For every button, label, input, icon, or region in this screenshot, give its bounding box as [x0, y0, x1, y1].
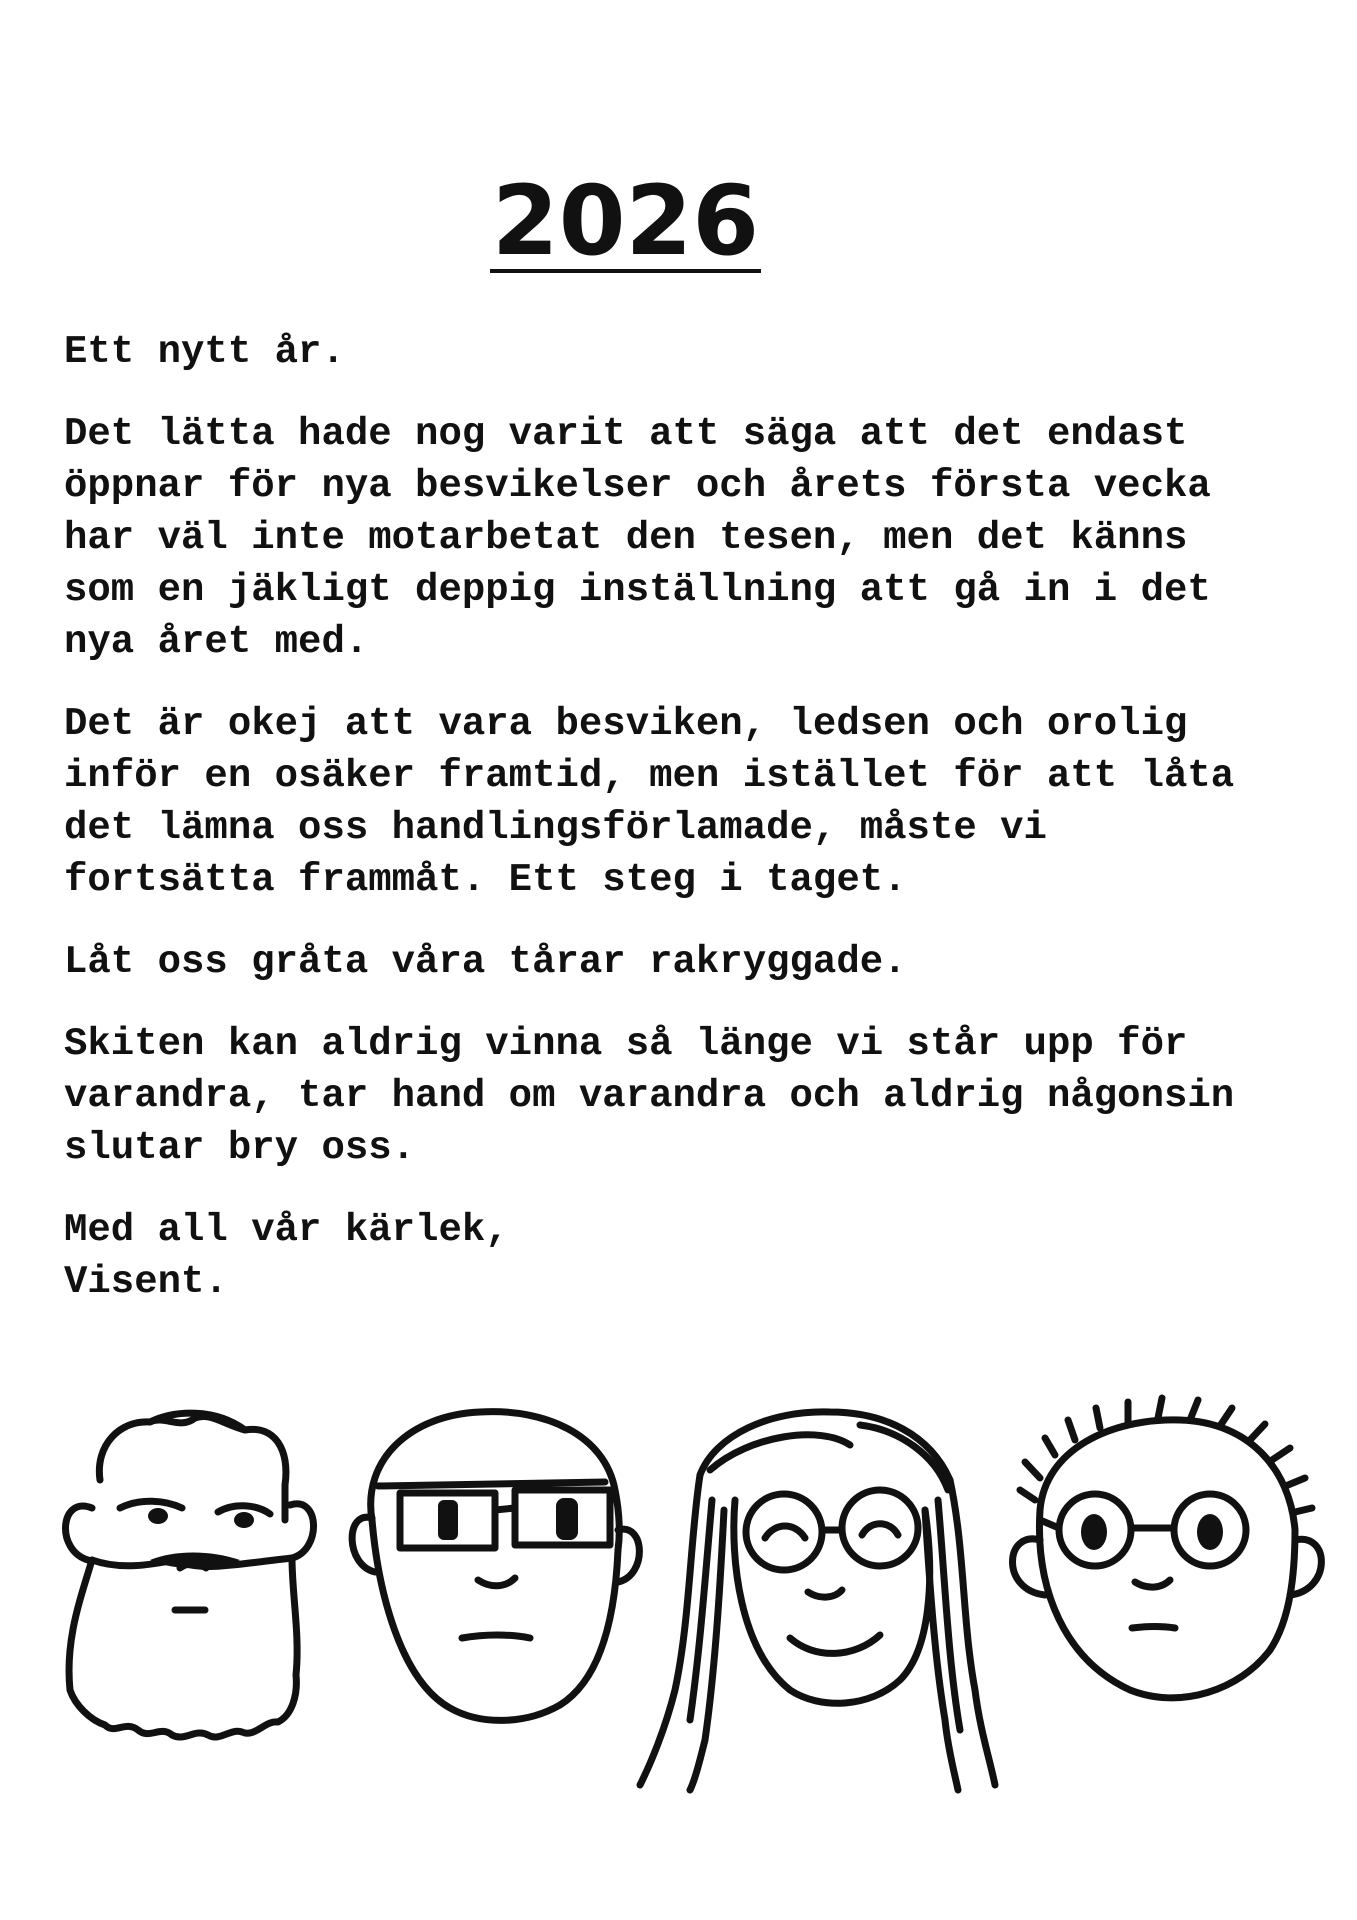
page-title: [0, 166, 1251, 276]
paragraph-2: Det lätta hade nog varit att säga att det endast öppnar för nya besvikelser och årets första vecka har väl inte motarbetat den tesen, men det känns som en jäkligt deppig inställning att gå in i det nya året med.: [64, 412, 1211, 664]
bearded-face: [66, 1413, 314, 1737]
portraits-drawing: [0, 1390, 1357, 1810]
title-text: 2026: [491, 165, 760, 277]
paragraph-1: Ett nytt år.: [64, 330, 345, 374]
letter-body: [64, 326, 1304, 1338]
round-glasses-face: [1013, 1398, 1322, 1698]
long-hair-face: [640, 1412, 995, 1790]
glasses-face: [352, 1412, 639, 1721]
band-portraits: [0, 1390, 1357, 1810]
signoff: Med all vår kärlek, Visent.: [64, 1208, 509, 1304]
paragraph-5: Skiten kan aldrig vinna så länge vi står upp för varandra, tar hand om varandra och aldrig någonsin slutar bry oss.: [64, 1022, 1235, 1170]
paragraph-4: Låt oss gråta våra tårar rakryggade.: [64, 940, 907, 984]
paragraph-3: Det är okej att vara besviken, ledsen och orolig inför en osäker framtid, men istället för att låta det lämna oss handlingsförlamade, måste vi fortsätta frammåt. Ett steg i taget.: [64, 702, 1235, 902]
